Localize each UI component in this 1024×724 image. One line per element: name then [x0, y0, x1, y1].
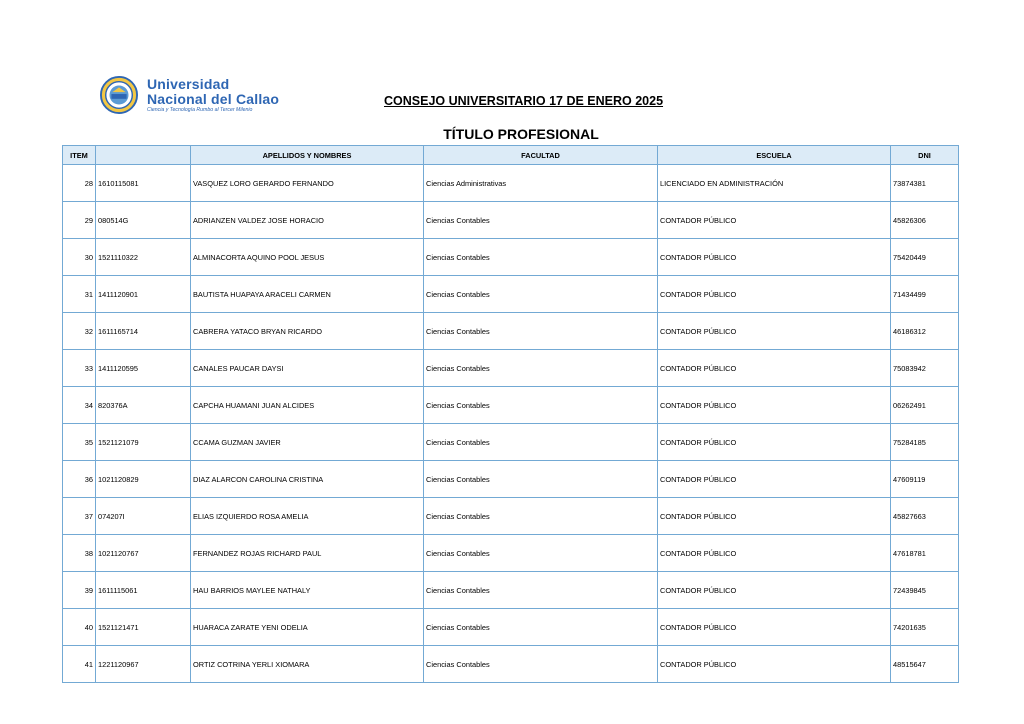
code-cell: 1411120595 [96, 350, 191, 387]
university-seal-icon [100, 76, 138, 114]
table-row [63, 461, 959, 498]
faculty-cell: Ciencias Administrativas [424, 165, 658, 202]
name-cell: CABRERA YATACO BRYAN RICARDO [191, 313, 424, 350]
item-cell: 40 [63, 609, 96, 646]
item-cell: 38 [63, 535, 96, 572]
school-cell: CONTADOR PÚBLICO [658, 461, 891, 498]
item-cell: 28 [63, 165, 96, 202]
faculty-cell: Ciencias Contables [424, 239, 658, 276]
school-cell: CONTADOR PÚBLICO [658, 387, 891, 424]
dni-cell: 75284185 [891, 424, 959, 461]
dni-cell: 74201635 [891, 609, 959, 646]
code-cell: 1221120967 [96, 646, 191, 683]
faculty-cell: Ciencias Contables [424, 387, 658, 424]
table-row [63, 276, 959, 313]
name-cell: DIAZ ALARCON CAROLINA CRISTINA [191, 461, 424, 498]
council-heading: CONSEJO UNIVERSITARIO 17 DE ENERO 2025 [384, 94, 664, 108]
dni-cell: 71434499 [891, 276, 959, 313]
name-cell: ELIAS IZQUIERDO ROSA AMELIA [191, 498, 424, 535]
column-header-dni: DNI [891, 146, 959, 165]
dni-cell: 72439845 [891, 572, 959, 609]
code-cell: 1611165714 [96, 313, 191, 350]
code-cell: 1021120829 [96, 461, 191, 498]
name-cell: CANALES PAUCAR DAYSI [191, 350, 424, 387]
column-header-item: ITEM [63, 146, 96, 165]
table-row [63, 239, 959, 276]
table-row [63, 646, 959, 683]
dni-cell: 45826306 [891, 202, 959, 239]
name-cell: HUARACA ZARATE YENI ODELIA [191, 609, 424, 646]
code-cell: 1521121471 [96, 609, 191, 646]
table-row [63, 313, 959, 350]
table-row [63, 350, 959, 387]
table-row [63, 424, 959, 461]
dni-cell: 45827663 [891, 498, 959, 535]
school-cell: CONTADOR PÚBLICO [658, 239, 891, 276]
dni-cell: 47609119 [891, 461, 959, 498]
faculty-cell: Ciencias Contables [424, 424, 658, 461]
code-cell: 820376A [96, 387, 191, 424]
code-cell: 1610115081 [96, 165, 191, 202]
name-cell: CAPCHA HUAMANI JUAN ALCIDES [191, 387, 424, 424]
logo-tagline: Ciencia y Tecnología Rumbo al Tercer Milenio [147, 106, 253, 113]
table-row [63, 165, 959, 202]
faculty-cell: Ciencias Contables [424, 498, 658, 535]
item-cell: 34 [63, 387, 96, 424]
item-cell: 32 [63, 313, 96, 350]
graduates-table [62, 145, 959, 683]
dni-cell: 47618781 [891, 535, 959, 572]
document-title: TÍTULO PROFESIONAL [443, 126, 599, 142]
faculty-cell: Ciencias Contables [424, 202, 658, 239]
column-header-code [96, 146, 191, 165]
name-cell: ADRIANZEN VALDEZ JOSE HORACIO [191, 202, 424, 239]
school-cell: LICENCIADO EN ADMINISTRACIÓN [658, 165, 891, 202]
name-cell: FERNANDEZ ROJAS RICHARD PAUL [191, 535, 424, 572]
code-cell: 1411120901 [96, 276, 191, 313]
item-cell: 30 [63, 239, 96, 276]
logo-name-line2: Nacional del Callao [147, 90, 280, 107]
faculty-cell: Ciencias Contables [424, 350, 658, 387]
item-cell: 41 [63, 646, 96, 683]
code-cell: 1611115061 [96, 572, 191, 609]
school-cell: CONTADOR PÚBLICO [658, 202, 891, 239]
code-cell: 080514G [96, 202, 191, 239]
school-cell: CONTADOR PÚBLICO [658, 535, 891, 572]
table-row [63, 498, 959, 535]
faculty-cell: Ciencias Contables [424, 313, 658, 350]
faculty-cell: Ciencias Contables [424, 461, 658, 498]
column-header-name: APELLIDOS Y NOMBRES [191, 146, 424, 165]
dni-cell: 46186312 [891, 313, 959, 350]
school-cell: CONTADOR PÚBLICO [658, 646, 891, 683]
name-cell: ORTIZ COTRINA YERLI XIOMARA [191, 646, 424, 683]
item-cell: 37 [63, 498, 96, 535]
school-cell: CONTADOR PÚBLICO [658, 572, 891, 609]
dni-cell: 75420449 [891, 239, 959, 276]
code-cell: 074207I [96, 498, 191, 535]
name-cell: VASQUEZ LORO GERARDO FERNANDO [191, 165, 424, 202]
name-cell: ALMINACORTA AQUINO POOL JESUS [191, 239, 424, 276]
name-cell: HAU BARRIOS MAYLEE NATHALY [191, 572, 424, 609]
faculty-cell: Ciencias Contables [424, 535, 658, 572]
item-cell: 31 [63, 276, 96, 313]
school-cell: CONTADOR PÚBLICO [658, 313, 891, 350]
item-cell: 35 [63, 424, 96, 461]
item-cell: 39 [63, 572, 96, 609]
code-cell: 1021120767 [96, 535, 191, 572]
table-row [63, 572, 959, 609]
item-cell: 33 [63, 350, 96, 387]
table-body [63, 165, 959, 683]
table-row [63, 535, 959, 572]
school-cell: CONTADOR PÚBLICO [658, 498, 891, 535]
name-cell: BAUTISTA HUAPAYA ARACELI CARMEN [191, 276, 424, 313]
dni-cell: 73874381 [891, 165, 959, 202]
table-row [63, 609, 959, 646]
code-cell: 1521121079 [96, 424, 191, 461]
dni-cell: 48515647 [891, 646, 959, 683]
item-cell: 29 [63, 202, 96, 239]
school-cell: CONTADOR PÚBLICO [658, 350, 891, 387]
table-row [63, 387, 959, 424]
name-cell: CCAMA GUZMAN JAVIER [191, 424, 424, 461]
dni-cell: 06262491 [891, 387, 959, 424]
item-cell: 36 [63, 461, 96, 498]
column-header-faculty: FACULTAD [424, 146, 658, 165]
logo-name-line1: Universidad [147, 75, 230, 92]
school-cell: CONTADOR PÚBLICO [658, 424, 891, 461]
school-cell: CONTADOR PÚBLICO [658, 609, 891, 646]
column-header-school: ESCUELA [658, 146, 891, 165]
dni-cell: 75083942 [891, 350, 959, 387]
university-logo [100, 74, 300, 116]
school-cell: CONTADOR PÚBLICO [658, 276, 891, 313]
faculty-cell: Ciencias Contables [424, 572, 658, 609]
faculty-cell: Ciencias Contables [424, 276, 658, 313]
faculty-cell: Ciencias Contables [424, 646, 658, 683]
code-cell: 1521110322 [96, 239, 191, 276]
table-header-row [63, 146, 959, 165]
faculty-cell: Ciencias Contables [424, 609, 658, 646]
table-row [63, 202, 959, 239]
